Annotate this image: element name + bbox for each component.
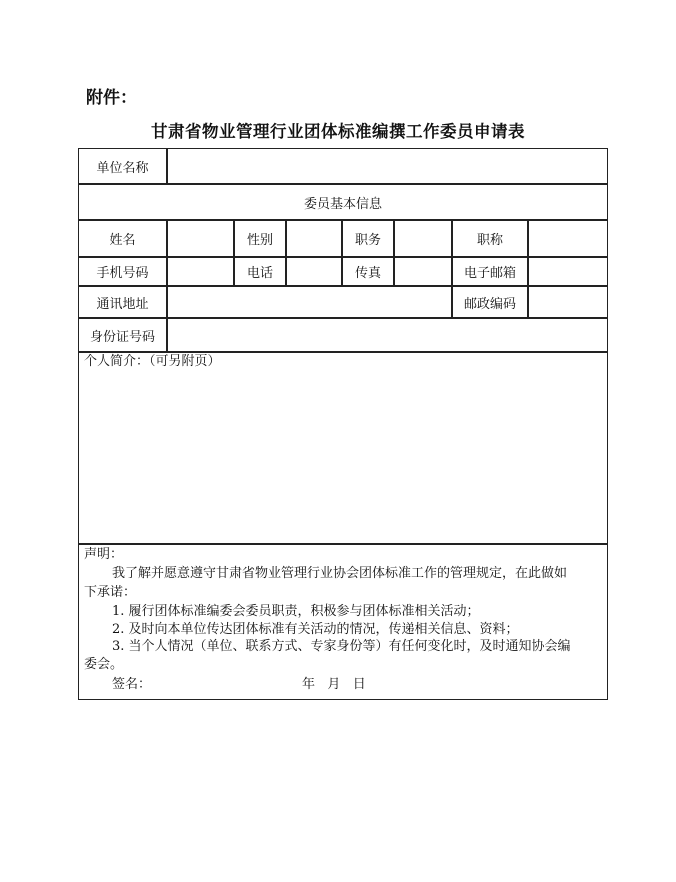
commitment-item-3: 3. 当个人情况（单位、联系方式、专家身份等）有任何变化时，及时通知协会编 (112, 639, 571, 654)
gender-field[interactable] (286, 220, 342, 257)
signature-label: 签名： (112, 677, 152, 692)
signature-field[interactable] (160, 676, 290, 694)
name-label: 姓名 (78, 220, 167, 257)
mobile-label: 手机号码 (78, 257, 167, 286)
name-field[interactable] (167, 220, 234, 257)
bio-label: 个人简介：（可另附页） (84, 354, 221, 369)
unit-name-field[interactable] (167, 148, 608, 184)
phone-field[interactable] (286, 257, 342, 286)
id-number-field[interactable] (167, 318, 608, 352)
position-field[interactable] (394, 220, 452, 257)
commitment-item-2: 2. 及时向本单位传达团体标准有关活动的情况，传递相关信息、资料； (112, 622, 519, 637)
mobile-field[interactable] (167, 257, 234, 286)
gender-label: 性别 (234, 220, 286, 257)
commitment-item-3-cont: 委会。 (84, 657, 124, 672)
phone-label: 电话 (234, 257, 286, 286)
position-label: 职务 (342, 220, 394, 257)
address-label: 通讯地址 (78, 286, 167, 318)
fax-field[interactable] (394, 257, 452, 286)
page-title: 甘肃省物业管理行业团体标准编撰工作委员申请表 (151, 122, 525, 141)
postcode-label: 邮政编码 (452, 286, 528, 318)
declaration-heading: 声明： (84, 547, 124, 562)
title-field[interactable] (528, 220, 608, 257)
fax-label: 传真 (342, 257, 394, 286)
section-title: 委员基本信息 (78, 184, 608, 220)
id-number-label: 身份证号码 (78, 318, 167, 352)
email-label: 电子邮箱 (452, 257, 528, 286)
address-field[interactable] (167, 286, 452, 318)
unit-name-label: 单位名称 (78, 148, 167, 184)
date-label: 年 月 日 (302, 677, 366, 692)
commitment-item-1: 1. 履行团体标准编委会委员职责，积极参与团体标准相关活动； (112, 604, 480, 619)
bio-field[interactable] (78, 352, 608, 544)
attachment-label: 附件： (86, 88, 137, 108)
declaration-line-2: 下承诺： (84, 585, 137, 600)
email-field[interactable] (528, 257, 608, 286)
declaration-line-1: 我了解并愿意遵守甘肃省物业管理行业协会团体标准工作的管理规定，在此做如 (112, 566, 568, 581)
postcode-field[interactable] (528, 286, 608, 318)
title-label: 职称 (452, 220, 528, 257)
